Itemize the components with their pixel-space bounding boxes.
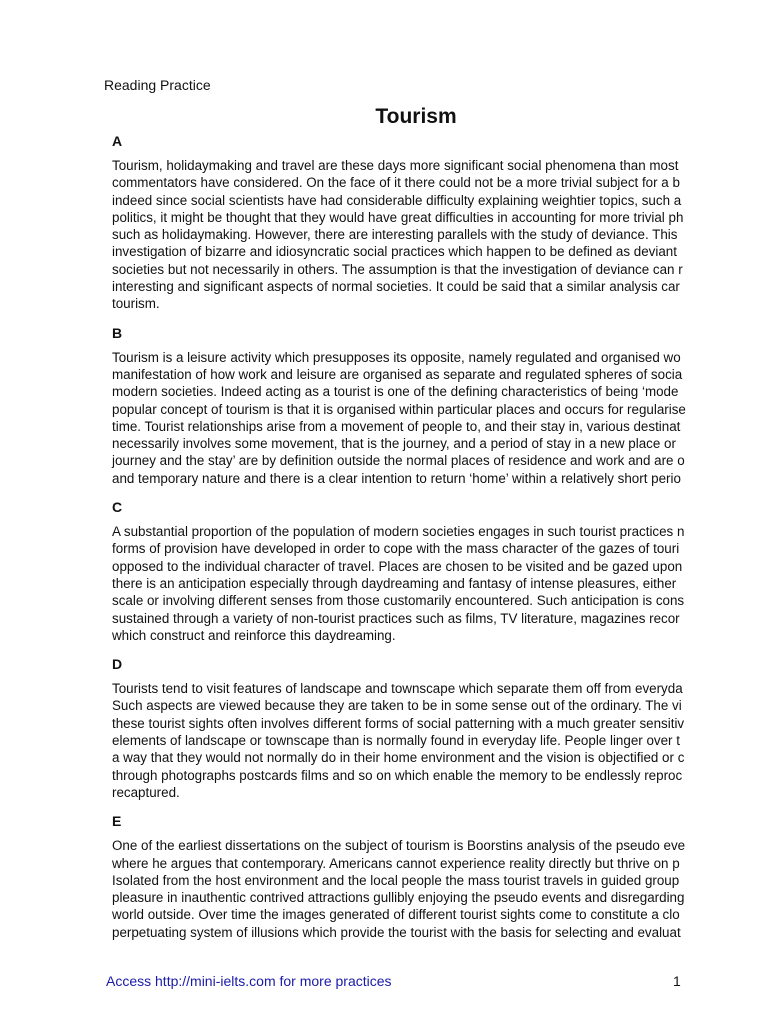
text-line: indeed since social scientists have had considerable difficulty explaining weightier topics, such a bbox=[112, 192, 682, 208]
section-a bbox=[112, 133, 768, 313]
text-line: world outside. Over time the images generated of different tourist sights come to constitute a clo bbox=[112, 907, 680, 923]
section-letter: E bbox=[112, 813, 122, 830]
text-line: Such aspects are viewed because they are taken to be in some sense out of the ordinary. The vi bbox=[112, 698, 682, 714]
page-title: Tourism bbox=[375, 105, 457, 128]
section-d bbox=[112, 656, 768, 801]
text-line: elements of landscape or townscape than is normally found in everyday life. People linger over t bbox=[112, 733, 680, 749]
text-line: through photographs postcards films and so on which enable the memory to be endlessly reproc bbox=[112, 767, 683, 783]
text-line: sustained through a variety of non-tourist practices such as films, TV literature, magazines recor bbox=[112, 610, 680, 626]
text-line: journey and the stay’ are by definition outside the normal places of residence and work and are o bbox=[112, 453, 685, 469]
text-line: One of the earliest dissertations on the subject of tourism is Boorstins analysis of the pseudo eve bbox=[112, 838, 686, 854]
text-line: Isolated from the host environment and the local people the mass tourist travels in guided group bbox=[112, 872, 680, 888]
text-line: time. Tourist relationships arise from a movement of people to, and their stay in, various destinat bbox=[112, 418, 681, 434]
page-number: 1 bbox=[673, 973, 681, 989]
footer-link[interactable]: Access http://mini-ielts.com for more practices bbox=[106, 973, 392, 989]
article-body bbox=[112, 133, 768, 953]
text-line: interesting and significant aspects of normal societies. It could be said that a similar analysis car bbox=[112, 279, 680, 295]
text-line: perpetuating system of illusions which provide the tourist with the basis for selecting and evaluat bbox=[112, 924, 681, 940]
text-line: A substantial proportion of the population of modern societies engages in such tourist practices n bbox=[112, 524, 685, 540]
section-paragraph bbox=[112, 157, 768, 313]
text-line: opposed to the individual character of travel. Places are chosen to be visited and be gazed upon bbox=[112, 558, 683, 574]
section-letter: B bbox=[112, 324, 123, 341]
text-line: where he argues that contemporary. Americans cannot experience reality directly but thrive on p bbox=[112, 855, 680, 871]
text-line: recaptured. bbox=[112, 784, 180, 800]
section-e bbox=[112, 813, 768, 941]
text-line: politics, it might be thought that they would have great difficulties in accounting for more trivial ph bbox=[112, 209, 684, 225]
text-line: societies but not necessarily in others. The assumption is that the investigation of deviance can r bbox=[112, 261, 683, 277]
text-line: necessarily involves some movement, that is the journey, and a period of stay in a new place or bbox=[112, 436, 676, 452]
section-letter: A bbox=[112, 133, 123, 149]
text-line: Tourism, holidaymaking and travel are these days more significant social phenomena than most bbox=[112, 158, 679, 173]
section-paragraph bbox=[112, 837, 768, 941]
section-letter: D bbox=[112, 656, 123, 673]
text-line: which construct and reinforce this daydreaming. bbox=[112, 627, 396, 643]
section-paragraph bbox=[112, 523, 768, 644]
text-line: pleasure in inauthentic contrived attractions gullibly enjoying the pseudo events and disregarding bbox=[112, 890, 685, 906]
text-line: scale or involving different senses from those customarily encountered. Such anticipation is cons bbox=[112, 593, 685, 609]
section-b bbox=[112, 325, 768, 487]
text-line: these tourist sights often involves different forms of social patterning with a much greater sensitiv bbox=[112, 715, 685, 731]
text-line: investigation of bizarre and idiosyncratic social practices which happen to be defined as deviant bbox=[112, 244, 677, 260]
text-line: and temporary nature and there is a clear intention to return ‘home’ within a relatively short perio bbox=[112, 470, 681, 486]
section-c bbox=[112, 499, 768, 644]
page-header: Reading Practice bbox=[104, 77, 211, 93]
section-letter: C bbox=[112, 499, 123, 516]
text-line: commentators have considered. On the face of it there could not be a more trivial subject for a b bbox=[112, 175, 680, 191]
text-line: popular concept of tourism is that it is organised within particular places and occurs for regularise bbox=[112, 401, 686, 417]
text-line: tourism. bbox=[112, 296, 160, 312]
text-line: such as holidaymaking. However, there are interesting parallels with the study of deviance. This bbox=[112, 227, 678, 243]
text-line: modern societies. Indeed acting as a tourist is one of the defining characteristics of being ‘mode bbox=[112, 384, 679, 400]
text-line: a way that they would not normally do in their home environment and the vision is objectified or c bbox=[112, 750, 685, 766]
section-paragraph bbox=[112, 680, 768, 801]
text-line: Tourism is a leisure activity which presupposes its opposite, namely regulated and organised wo bbox=[112, 349, 681, 365]
text-line: forms of provision have developed in order to cope with the mass character of the gazes of touri bbox=[112, 541, 680, 557]
section-paragraph bbox=[112, 349, 768, 487]
text-line: there is an anticipation especially through daydreaming and fantasy of intense pleasures, either bbox=[112, 575, 677, 591]
text-line: Tourists tend to visit features of landscape and townscape which separate them off from everyda bbox=[112, 681, 683, 697]
text-line: manifestation of how work and leisure are organised as separate and regulated spheres of socia bbox=[112, 366, 683, 382]
